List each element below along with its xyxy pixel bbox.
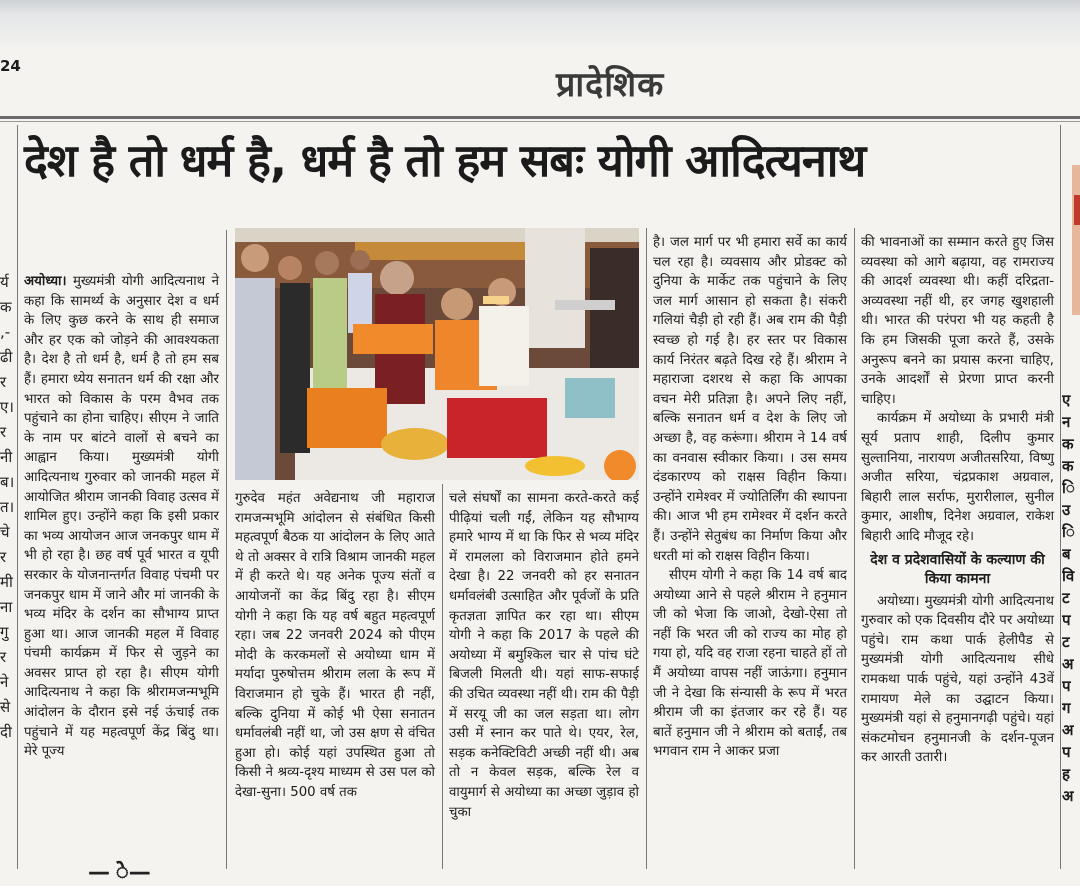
dateline: अयोध्या। bbox=[24, 274, 67, 289]
column-5-paragraph-3: मुख्यमंत्री योगी आदित्यनाथ गुरुवार को एक दिवसीय दौरे पर अयोध्या पहुंचे। राम कथा पार्क हेलीपैड से मुख्यमंत्री योगी आदित्यनाथ सीधे रामकथा पार्क पहुंचे, यहां उन्होंने 43वें रामायण मेले का उद्घाटन किया। मुख्यमंत्री यहां से हनुमानगढ़ी पहुंचे। यहां संकटमोचन हनुमानजी के दर्शन-पूजन कर आरती उतारी। bbox=[861, 593, 1054, 766]
news-photo bbox=[235, 228, 639, 480]
column-5-paragraph-2: कार्यक्रम में अयोध्या के प्रभारी मंत्री सूर्य प्रताप शाही, दिलीप कुमार सुल्तानिया, नारायण अजीतसरिया, विष्णु अजीत सरिया, चंद्रप्रकाश अग्रवाल, बिहारी लाल सर्राफ, मुरारीलाल, सुनील कुमार, आशीष, दिनेश अग्रवाल, राकेश बिहारी आदि मौजूद रहे। bbox=[861, 411, 1054, 544]
column-4-paragraph-1: है। जल मार्ग पर भी हमारा सर्वे का कार्य चल रहा है। व्यवसाय और प्रोडक्ट को दुनिया के मार्केट तक पहुंचाने के लिए जल मार्ग आसान हो सकता है। संकरी गलियां चैड़ी हो रही हैं। अब राम की पैड़ी स्वच्छ हो गई है। हर स्तर पर विकास कार्य निरंतर बढ़ते दिख रहे हैं। श्रीराम ने महाराजा दशरथ से कहा कि आपका वचन मेरी प्रतिज्ञा है। अपने लिए नहीं, बल्कि सनातन धर्म व देश के लिए जो अच्छा है, वह करूंगा। श्रीराम ने 14 वर्ष का वनवास स्वीकार किया। । उस समय दंडकारण्य को राक्षस विहीन किया। उन्होंने रामेश्वर में ज्योतिर्लिंग की स्थापना की। आज भी हम रामेश्वर में दर्शन करते हैं। उन्होंने सेतुबंध का निर्माण किया और धरती मां को राक्षस विहीन किया। bbox=[653, 235, 847, 564]
column-divider-1 bbox=[226, 230, 227, 869]
column-divider-left bbox=[17, 125, 18, 869]
right-edge-photo bbox=[1062, 125, 1080, 325]
dateline-2: अयोध्या। bbox=[877, 593, 920, 609]
right-edge-text: ए न क क ि उ ि ब वि ट प ट अ प ग अ प ह अ bbox=[1062, 391, 1075, 805]
column-divider-4 bbox=[854, 228, 855, 869]
article-column-1 bbox=[24, 272, 219, 762]
sub-headline: देश व प्रदेशवासियों के कल्याण की किया कामना bbox=[870, 551, 1045, 588]
header-rule bbox=[0, 116, 1080, 119]
headline: देश है तो धर्म है, धर्म है तो हम सबः योगी आदित्यनाथ bbox=[24, 134, 866, 187]
column-4-paragraph-2: सीएम योगी ने कहा कि 14 वर्ष बाद अयोध्या आने से पहले श्रीराम ने हनुमान जी को भेजा कि जाओ, देखो-ऐसा तो नहीं कि भरत जी को राज्य का मोह हो गया हो, यदि वह राजा रहना चाहते हों तो मैं अयोध्या वापस नहीं जाऊंगा। हनुमान जी ने देखा कि संन्यासी के रूप में भरत श्रीराम जी का इंतजार कर रहे हैं। यह बातें हनुमान जी ने श्रीराम को बताईं, तब भगवान राम ने आकर प्रजा bbox=[653, 568, 847, 760]
column-5-paragraph-1: की भावनाओं का सम्मान करते हुए जिस व्यवस्था को आगे बढ़ाया, वह रामराज्य की आदर्श व्यवस्था थी। कहीं दरिद्रता-अव्यवस्था नहीं थी, हर जगह खुशहाली थी। भारत की परंपरा भी यह कहती है कि हम जिसकी पूजा करते हैं, उसके अनुरूप बनने का प्रयास करना चाहिए, उनके आदर्शों से प्रेरणा प्राप्त करनी चाहिए। bbox=[861, 235, 1054, 407]
column-divider-right bbox=[1060, 125, 1061, 869]
column-divider-2 bbox=[442, 484, 443, 869]
column-divider-3 bbox=[646, 228, 647, 869]
section-title: प्रादेशिक bbox=[556, 65, 665, 105]
left-column-fragment: र्य क ,- ढी र ए। र नी ब। त। चे र मी ना गु र ने से दी bbox=[0, 273, 14, 741]
top-strip bbox=[0, 0, 1080, 46]
column-3-text: चले संघर्षों का सामना करते-करते कई पीढ़ियां चली गईं, लेकिन यह सौभाग्य हमारे भाग्य में था कि फिर से भव्य मंदिर में रामलला को विराजमान होते हमने देखा है। 22 जनवरी को हर सनातन धर्मावलंबी उत्साहित और पूर्वजों के प्रति कृतज्ञता ज्ञापित कर रहा था। सीएम योगी ने कहा कि 2017 के पहले की अयोध्या में बमुश्किल चार से पांच घंटे बिजली मिलती थी। यहां साफ-सफाई की उचित व्यवस्था नहीं थी। राम की पैड़ी में सरयू जी का जल सड़ता था। लोग उसी में स्नान कर पाते थे। एयर, रेल, सड़क कनेक्टिविटी अच्छी नहीं थी। अब तो न केवल सड़क, बल्कि रेल व वायुमार्ग से अयोध्या का अच्छा जुड़ाव हो चुका bbox=[449, 491, 639, 820]
right-column-fragment bbox=[1062, 125, 1080, 869]
article-column-3 bbox=[449, 489, 639, 822]
article-column-4 bbox=[653, 233, 847, 762]
column-1-text: मुख्यमंत्री योगी आदित्यनाथ ने कहा कि सामर्थ्य के अनुसार देश व धर्म के लिए कुछ करने के साथ ही समाज और हर एक को जोड़ने की आवश्यकता है। देश है तो धर्म है, धर्म है तो हम सब हैं। हमारा ध्येय सनातन धर्म की रक्षा और भारत को विकास के परम वैभव तक पहुंचाने का होना चाहिए। सीएम ने जाति के नाम पर बांटने वालों से बचने का आह्वान किया। मुख्यमंत्री योगी आदित्यनाथ गुरुवार को जानकी महल में आयोजित श्रीराम जानकी विवाह उत्सव में शामिल हुए। उन्होंने कहा कि इसी प्रकार का भव्य आयोजन आज जनकपुर धाम में भी हो रहा है। छह वर्ष पूर्व भारत व यूपी सरकार के योजनान्तर्गत विवाह पंचमी पर जनकपुर धाम में जाने और मां जानकी के भव्य मंदिर के दर्शन का सौभाग्य प्राप्त हुआ था। आज जानकी महल में विवाह पंचमी कार्यक्रम में फिर से जुड़ने का अवसर प्राप्त हो रहा है। सीएम योगी आदित्यनाथ ने कहा कि श्रीरामजन्मभूमि आंदोलन के दौरान इसे नई ऊंचाई तक पहुंचाने में यह महत्वपूर्ण केंद्र बिंदु था। मेरे पूज्य bbox=[24, 274, 219, 760]
article-column-5 bbox=[861, 233, 1054, 768]
article-column-2 bbox=[235, 489, 435, 803]
bottom-fragment: — ेे— bbox=[88, 860, 151, 885]
photo-illustration bbox=[235, 228, 639, 480]
column-2-text: गुरुदेव महंत अवेद्यनाथ जी महाराज रामजन्मभूमि आंदोलन से संबंधित किसी महत्वपूर्ण बैठक या आंदोलन के लिए आते थे तो अक्सर वे रात्रि विश्राम जानकी महल में ही करते थे। यह अनेक पूज्य संतों व आयोजनों का केंद्र बिंदु रहा है। सीएम योगी ने कहा कि यह वर्ष बहुत महत्वपूर्ण रहा। जब 22 जनवरी 2024 को पीएम मोदी के करकमलों से अयोध्या धाम में मर्यादा पुरुषोत्तम श्रीराम लला के रूप में विराजमान हो चुके हैं। भारत ही नहीं, बल्कि दुनिया में कोई भी ऐसा सनातन धर्मावलंबी नहीं था, जो उस क्षण से वंचित हुआ हो। कोई यहां उपस्थित हुआ तो किसी ने श्रव्य-दृश्य माध्यम से उस पल को देखा-सुना। 500 वर्ष तक bbox=[235, 491, 435, 800]
header-rule-thin bbox=[0, 121, 1080, 122]
page-number: 24 bbox=[0, 57, 21, 75]
